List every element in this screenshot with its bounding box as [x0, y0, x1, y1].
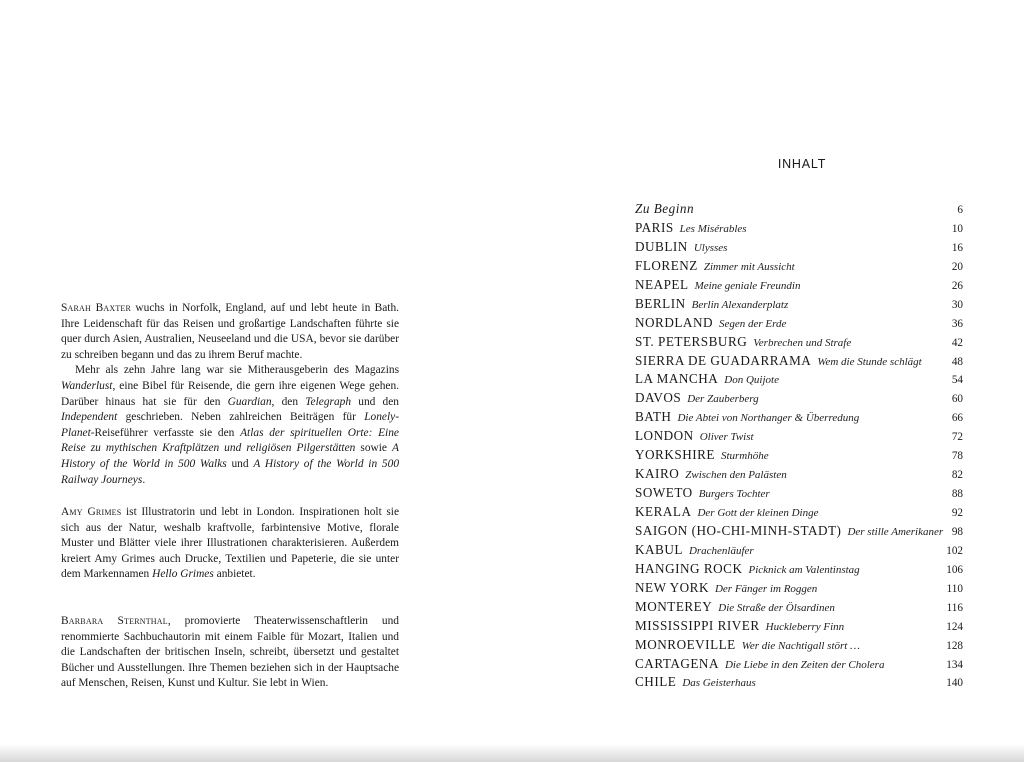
toc-entry[interactable] — [635, 296, 963, 315]
toc-place: MISSISSIPPI RIVER — [635, 617, 760, 633]
toc-book-title: Die Liebe in den Zeiten der Cholera — [724, 658, 885, 671]
toc-place: YORKSHIRE — [635, 447, 715, 463]
toc-book-title: Das Geisterhaus — [682, 677, 756, 690]
toc-page-number: 10 — [951, 222, 963, 235]
toc-page-number: 102 — [946, 544, 963, 557]
toc-entry[interactable] — [635, 466, 963, 485]
toc-book-title: Die Abtei von Northanger & Überredung — [677, 412, 860, 425]
toc-book-title: Wer die Nachtigall stört … — [741, 639, 860, 652]
bio-text: Mehr als zehn Jahre lang war sie Mitherausgeberin des Magazins — [75, 364, 399, 377]
toc-book-title: Don Quijote — [724, 374, 779, 387]
toc-entry[interactable] — [635, 239, 963, 258]
toc-page-number: 48 — [951, 355, 963, 368]
toc-place: NORDLAND — [635, 314, 713, 330]
brand-name: Hello Grimes — [152, 568, 214, 581]
toc-book-title: Burgers Tochter — [698, 488, 770, 501]
toc-book-title: Die Straße der Ölsardinen — [718, 601, 835, 614]
toc-page-number: 54 — [951, 374, 963, 387]
toc-place: LA MANCHA — [635, 371, 719, 387]
toc-place: BATH — [635, 409, 672, 425]
toc-entry[interactable] — [635, 485, 963, 504]
toc-entry[interactable] — [635, 220, 963, 239]
bio-paragraph — [61, 363, 399, 488]
toc-place: DAVOS — [635, 390, 682, 406]
toc-entry[interactable] — [635, 201, 963, 220]
bio-text: sowie — [355, 442, 393, 455]
toc-page-number: 88 — [951, 488, 963, 501]
toc-entry[interactable] — [635, 353, 963, 372]
bio-text: , promovierte Theaterwissenschaftlerin und renommierte Sachbuchautorin mit einem Faible für Mozart, Italien und die Landschaften der britischen Inseln, schreibt, übersetzt und gestaltet Bücher und Ausstellungen. Ihre Themen beziehen sich in der Hauptsache auf Menschen, Reisen, Kunst und Kultur. Sie lebt in Wien. — [61, 615, 399, 690]
toc-entry[interactable] — [635, 447, 963, 466]
toc-entry[interactable] — [635, 637, 963, 656]
bio-text: anbietet. — [213, 568, 256, 581]
toc-page-number: 20 — [951, 260, 963, 273]
bio-barbara-sternthal — [61, 614, 399, 692]
toc-page-number: 30 — [951, 298, 963, 311]
bio-paragraph — [61, 301, 399, 363]
toc-book-title: Zwischen den Palästen — [685, 469, 787, 482]
bio-text: -Reiseführer verfasste sie den — [90, 426, 241, 439]
toc-entry[interactable] — [635, 674, 963, 693]
toc-book-title: Zimmer mit Aussicht — [703, 260, 795, 273]
toc-page-number: 128 — [946, 639, 963, 652]
toc-entry[interactable] — [635, 542, 963, 561]
toc-page-number: 110 — [946, 582, 963, 595]
toc-place: NEW YORK — [635, 579, 709, 595]
toc-book-title: Berlin Alexanderplatz — [691, 298, 789, 311]
toc-place: KABUL — [635, 541, 683, 557]
toc-page-number: 116 — [946, 601, 963, 614]
toc-page-number: 72 — [951, 431, 963, 444]
bio-text: , den — [271, 395, 306, 408]
toc-page-number: 140 — [946, 677, 963, 690]
toc-place: BERLIN — [635, 295, 686, 311]
toc-page-number: 16 — [951, 241, 963, 254]
toc-page-number: 98 — [951, 525, 963, 538]
toc-entry[interactable] — [635, 523, 963, 542]
toc-page-number: 92 — [951, 507, 963, 519]
toc-entry[interactable] — [635, 656, 963, 675]
author-name: Sarah Baxter — [61, 302, 132, 314]
toc-book-title: Wem die Stunde schlägt — [817, 355, 922, 368]
toc-place: MONTEREY — [635, 598, 713, 614]
toc-page-number: 78 — [951, 450, 963, 463]
toc-place: SAIGON (HO-CHI-MINH-STADT) — [635, 522, 842, 538]
toc-page-number: 6 — [957, 204, 963, 216]
toc-entry[interactable] — [635, 599, 963, 618]
toc-book-title: Verbrechen und Strafe — [753, 336, 852, 349]
toc-place: SOWETO — [635, 485, 693, 501]
bio-paragraph — [61, 614, 399, 692]
newspaper-title: Independent — [61, 411, 118, 424]
author-name: Barbara Sternthal — [61, 615, 168, 627]
toc-entry[interactable] — [635, 258, 963, 277]
toc-book-title: Der stille Amerikaner — [847, 525, 944, 538]
toc-place: KAIRO — [635, 466, 680, 482]
toc-book-title: Huckleberry Finn — [765, 620, 845, 633]
bio-sarah-baxter — [61, 301, 399, 488]
book-title: Atlas der spirituellen Orte: Eine Reise zu mythischen Kraftplätzen und religiösen Pilgerstätten — [61, 426, 399, 455]
toc-entry[interactable] — [635, 334, 963, 353]
toc-entry[interactable] — [635, 315, 963, 334]
newspaper-title: Guardian — [227, 395, 272, 408]
toc-place: ST. PETERSBURG — [635, 333, 748, 349]
table-of-contents — [635, 201, 963, 693]
toc-heading: INHALT — [777, 157, 827, 171]
toc-entry[interactable] — [635, 580, 963, 599]
toc-book-title: Der Gott der kleinen Dinge — [697, 507, 819, 519]
toc-page-number: 124 — [946, 620, 963, 633]
toc-page-number: 60 — [951, 393, 963, 406]
bio-text: und — [226, 457, 254, 470]
toc-place: HANGING ROCK — [635, 560, 743, 576]
bio-paragraph — [61, 505, 399, 583]
bio-text: ist Illustratorin und lebt in London. Inspirationen holt sie sich aus der Natur, weshalb kraftvolle, farbintensive Motive, florale Muster und Blätter viele ihrer Illustrationen charakterisieren. Außerdem kreiert Amy Grimes auch Drucke, Textilien und Papeterie, die sie unter dem Markennamen — [61, 506, 400, 581]
toc-entry[interactable] — [635, 277, 963, 296]
toc-entry[interactable] — [635, 409, 963, 428]
toc-place: CHILE — [635, 674, 677, 690]
toc-book-title: Segen der Erde — [719, 317, 787, 330]
bio-text: wuchs in Norfolk, England, auf und lebt heute in Bath. Ihre Leidenschaft für das Reisen und großartige Landschaften führte sie quer durch Asien, Australien, Neuseeland und die USA, bevor sie darüber zu schreiben begann und das zu ihrem Beruf machte. — [61, 302, 400, 361]
newspaper-title: Telegraph — [305, 395, 352, 408]
toc-book-title: Meine geniale Freundin — [694, 279, 801, 292]
toc-page-number: 106 — [946, 563, 963, 576]
toc-entry[interactable] — [635, 618, 963, 637]
toc-book-title: Drachenläufer — [688, 544, 754, 557]
bio-text: geschrieben. Neben zahlreichen Beiträgen für — [117, 411, 365, 424]
toc-page-number: 82 — [951, 469, 963, 482]
magazine-title: Wanderlust — [61, 379, 113, 392]
toc-place: LONDON — [635, 428, 694, 444]
toc-page-number: 134 — [946, 658, 963, 671]
toc-place: SIERRA DE GUADARRAMA — [635, 352, 812, 368]
bio-text: und den — [351, 395, 400, 408]
toc-book-title: Oliver Twist — [699, 431, 754, 444]
bio-text: . — [142, 473, 146, 486]
toc-book-title: Ulysses — [693, 241, 728, 254]
toc-page-number: 26 — [951, 279, 963, 292]
toc-book-title: Les Misérables — [679, 222, 747, 235]
toc-book-title: Sturmhöhe — [720, 450, 769, 463]
toc-entry[interactable] — [635, 371, 963, 390]
bio-amy-grimes — [61, 505, 399, 583]
book-title: A History of the World in 500 Walks — [61, 442, 399, 470]
toc-page-number: 42 — [951, 336, 963, 349]
bio-text: , eine Bibel für Reisende, die gern ihre eigenen Wege gehen. Darüber hinaus hat sie für den — [61, 379, 399, 408]
toc-page-number: 66 — [951, 412, 963, 425]
author-name: Amy Grimes — [61, 506, 122, 518]
toc-place: KERALA — [635, 504, 692, 519]
toc-page-number: 36 — [951, 317, 963, 330]
toc-entry[interactable] — [635, 390, 963, 409]
toc-entry[interactable] — [635, 561, 963, 580]
toc-place: Zu Beginn — [635, 201, 695, 216]
toc-place: NEAPEL — [635, 276, 689, 292]
toc-book-title: Der Zauberberg — [687, 393, 759, 406]
toc-place: PARIS — [635, 219, 674, 235]
toc-book-title: Picknick am Valentinstag — [748, 563, 860, 576]
toc-place: FLORENZ — [635, 257, 698, 273]
right-page-contents — [512, 0, 1024, 762]
toc-entry[interactable] — [635, 504, 963, 523]
toc-place: MONROEVILLE — [635, 636, 736, 652]
toc-place: CARTAGENA — [635, 655, 719, 671]
page-bottom-shadow — [0, 744, 1024, 762]
book-title: A History of the World in 500 Railway Journeys — [61, 457, 400, 486]
publisher-title: Lonely-Planet — [61, 411, 399, 439]
toc-place: DUBLIN — [635, 238, 688, 254]
toc-entry[interactable] — [635, 428, 963, 447]
toc-book-title: Der Fänger im Roggen — [714, 582, 818, 595]
